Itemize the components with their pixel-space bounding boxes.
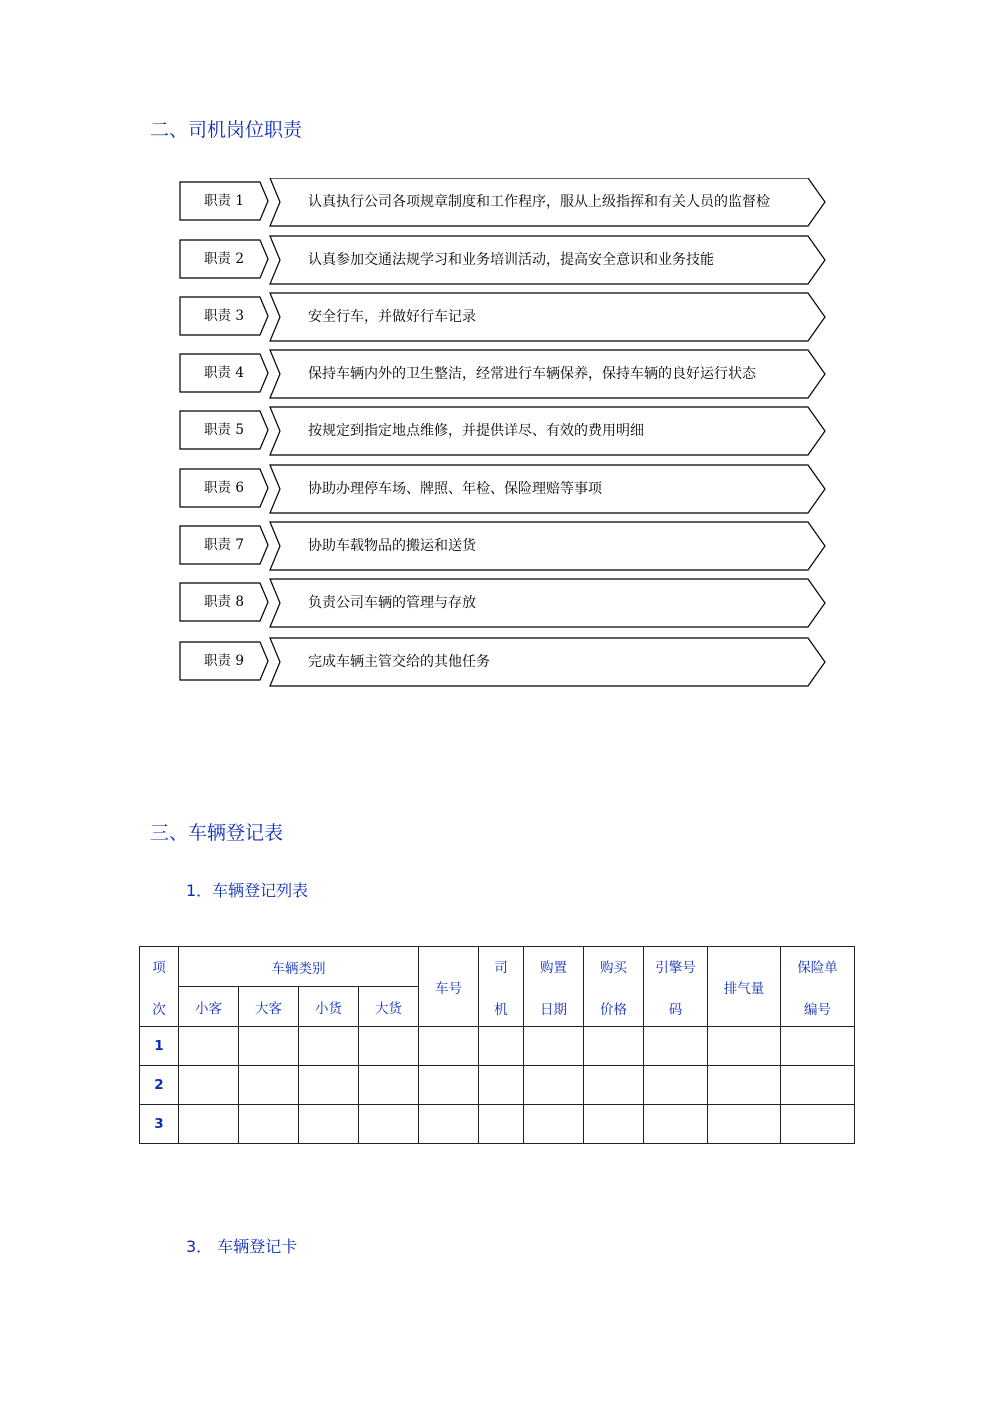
cell[interactable]: [419, 1027, 479, 1066]
cell[interactable]: [179, 1105, 239, 1144]
cell[interactable]: [708, 1105, 781, 1144]
cell[interactable]: [239, 1105, 299, 1144]
subsection-vehicle-card-title: 3． 车辆登记卡: [186, 1237, 298, 1256]
header-engine-no: 引擎号 码: [644, 947, 708, 1027]
duty-item: [178, 350, 828, 400]
duty-label: 职责 8: [204, 594, 244, 610]
duty-text: 按规定到指定地点维修，并提供详尽、有效的费用明细: [308, 423, 644, 439]
duty-text: 认真执行公司各项规章制度和工作程序，服从上级指挥和有关人员的监督检: [308, 194, 770, 210]
header-small-truck: 小货: [299, 987, 359, 1027]
cell[interactable]: [299, 1105, 359, 1144]
cell[interactable]: [299, 1066, 359, 1105]
header-small-car: 小客: [179, 987, 239, 1027]
duty-item: [178, 293, 828, 343]
cell[interactable]: [419, 1105, 479, 1144]
cell[interactable]: [479, 1027, 524, 1066]
cell[interactable]: [524, 1027, 584, 1066]
duty-item: [178, 638, 828, 688]
cell[interactable]: [708, 1027, 781, 1066]
row-index: 1: [140, 1027, 179, 1066]
header-purchase-price: 购买 价格: [584, 947, 644, 1027]
cell[interactable]: [644, 1105, 708, 1144]
duty-text: 认真参加交通法规学习和业务培训活动，提高安全意识和业务技能: [308, 252, 714, 268]
cell[interactable]: [584, 1066, 644, 1105]
section-3-title: 三、车辆登记表: [150, 822, 284, 844]
header-displacement: 排气量: [708, 947, 781, 1027]
cell[interactable]: [584, 1105, 644, 1144]
duty-label: 职责 4: [204, 365, 244, 381]
duty-item: [178, 236, 828, 286]
cell[interactable]: [781, 1105, 855, 1144]
duty-label: 职责 6: [204, 480, 244, 496]
header-vehicle-type: 车辆类别: [179, 947, 419, 987]
duty-text: 负责公司车辆的管理与存放: [308, 595, 476, 611]
duty-label: 职责 9: [204, 653, 244, 669]
duty-item: [178, 522, 828, 572]
subsection-vehicle-list-title: 1．车辆登记列表: [186, 881, 309, 900]
table-row: [140, 1066, 855, 1105]
cell[interactable]: [781, 1027, 855, 1066]
cell[interactable]: [708, 1066, 781, 1105]
duty-item: [178, 465, 828, 515]
cell[interactable]: [524, 1066, 584, 1105]
cell[interactable]: [781, 1066, 855, 1105]
cell[interactable]: [299, 1027, 359, 1066]
cell[interactable]: [644, 1066, 708, 1105]
duty-text: 完成车辆主管交给的其他任务: [308, 654, 490, 670]
cell[interactable]: [179, 1027, 239, 1066]
cell[interactable]: [239, 1027, 299, 1066]
row-index: 2: [140, 1066, 179, 1105]
duty-item: [178, 178, 828, 228]
cell[interactable]: [239, 1066, 299, 1105]
section-2-title: 二、司机岗位职责: [150, 119, 303, 141]
duty-item: [178, 579, 828, 629]
cell[interactable]: [584, 1027, 644, 1066]
duty-text: 协助车载物品的搬运和送货: [308, 538, 476, 554]
header-plate: 车号: [419, 947, 479, 1027]
duty-label: 职责 1: [204, 193, 244, 209]
cell[interactable]: [524, 1105, 584, 1144]
duty-text: 安全行车，并做好行车记录: [308, 309, 476, 325]
cell[interactable]: [479, 1105, 524, 1144]
duty-text: 协助办理停车场、牌照、年检、保险理赔等事项: [308, 481, 602, 497]
cell[interactable]: [644, 1027, 708, 1066]
cell[interactable]: [359, 1105, 419, 1144]
header-insurance-no: 保险单 编号: [781, 947, 855, 1027]
duty-label: 职责 5: [204, 422, 244, 438]
cell[interactable]: [359, 1027, 419, 1066]
duty-item: [178, 407, 828, 457]
header-driver: 司 机: [479, 947, 524, 1027]
row-index: 3: [140, 1105, 179, 1144]
vehicle-registration-table: [139, 946, 855, 1144]
duty-label: 职责 3: [204, 308, 244, 324]
header-large-bus: 大客: [239, 987, 299, 1027]
cell[interactable]: [359, 1066, 419, 1105]
duties-flow: [178, 178, 828, 690]
duty-label: 职责 2: [204, 251, 244, 267]
cell[interactable]: [179, 1066, 239, 1105]
table-row: [140, 1105, 855, 1144]
cell[interactable]: [419, 1066, 479, 1105]
header-index: 项 次: [140, 947, 179, 1027]
header-large-truck: 大货: [359, 987, 419, 1027]
header-purchase-date: 购置 日期: [524, 947, 584, 1027]
cell[interactable]: [479, 1066, 524, 1105]
table-row: [140, 1027, 855, 1066]
duty-text: 保持车辆内外的卫生整洁，经常进行车辆保养，保持车辆的良好运行状态: [308, 366, 756, 382]
duty-label: 职责 7: [204, 537, 244, 553]
